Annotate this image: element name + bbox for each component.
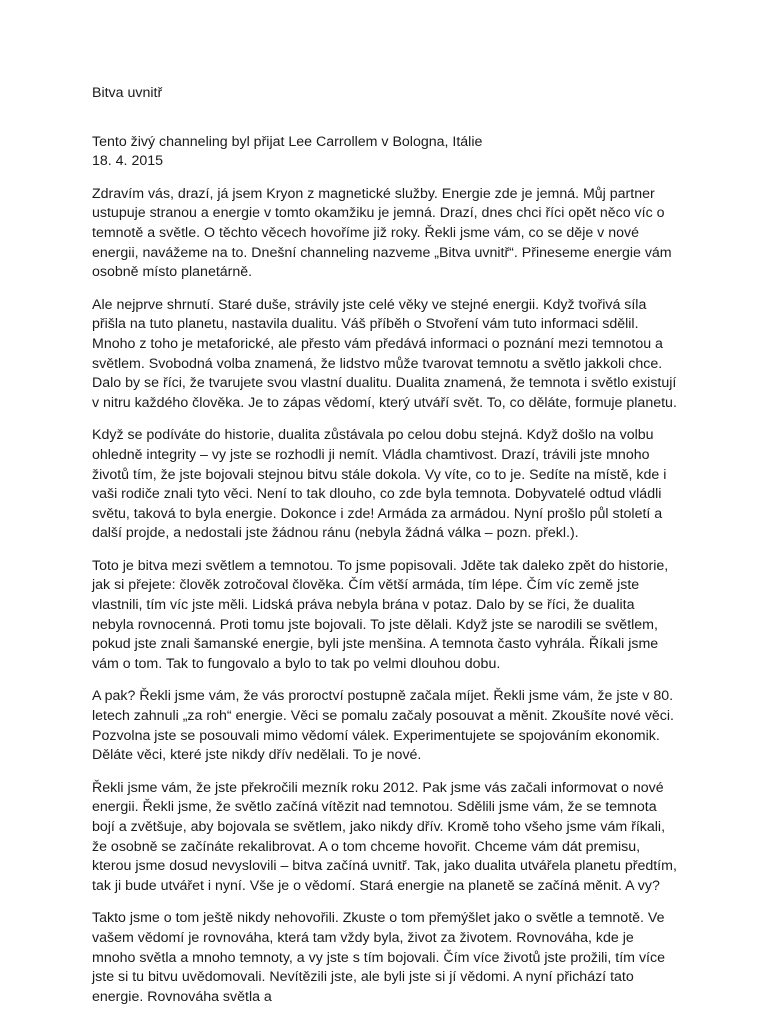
date-line: 18. 4. 2015 [92, 153, 163, 170]
paragraph: Když se podíváte do historie, dualita zůstávala po celou dobu stejná. Když došlo na volbu ohledně integrity – vy jste se rozhodli ji nemít. Vládla chamtivost. Drazí, trávili jste mnoho životů tím, že jste bojovali stejnou bitvu stále dokola. Vy víte, co to je. Sedíte na místě, kde i vaši rodiče znali tyto věci. Není to tak dlouho, co zde byla temnota. Dobyvatelé odtud vládli světu, taková to byla energie. Dokonce i zde! Armáda za armádou. Nyní prošlo půl století a další projde, a nedostali jste žádnou ránu (nebyla žádná válka – pozn. překl.). [92, 427, 667, 542]
paragraph: Ale nejprve shrnutí. Staré duše, strávily jste celé věky ve stejné energii. Když tvořivá síla přišla na tuto planetu, nastavila dualitu. Váš příběh o Stvoření vám tuto informaci sdělil. Mnoho z toho je metaforické, ale přesto vám předává informaci o poznání mezi temnotou a světlem. Svobodná volba znamená, že lidstvo může tvarovat temnotu a světlo jakkoli chce. Dalo by se říci, že tvarujete svou vlastní dualitu. Dualita znamená, že temnota i světlo existují v nitru každého člověka. Je to zápas vědomí, který utváří svět. To, co děláte, formuje planetu. [92, 296, 677, 411]
paragraph: Takto jsme o tom ještě nikdy nehovořili. Zkuste o tom přemýšlet jako o světle a temnotě. Ve vašem vědomí je rovnováha, která tam vždy byla, život za životem. Rovnováha, kde je mnoho světla a mnoho temnoty, a vy jste s tím bojovali. Čím více životů jste prožili, tím více jste si tu bitvu uvědomovali. Nevítězili jste, ale byli jste si jí vědomi. A nyní přichází tato energie. Rovnováha světla a [92, 910, 665, 1005]
document-meta [92, 133, 680, 172]
source-line: Tento živý channeling byl přijat Lee Carrollem v Bologna, Itálie [92, 133, 483, 150]
paragraph: Toto je bitva mezi světlem a temnotou. To jsme popisovali. Jděte tak daleko zpět do historie, jak si přejete: člověk zotročoval člověka. Čím větší armáda, tím lépe. Čím víc země jste vlastnili, tím víc jste měli. Lidská práva nebyla brána v potaz. Dalo by se říci, že dualita nebyla rovnocenná. Proti tomu jste bojovali. To jste dělali. Když jste se narodili se světlem, pokud jste znali šamanské energie, byli jste menšina. A temnota často vyhrála. Říkali jsme vám o tom. Tak to fungovalo a bylo to tak po velmi dlouhou dobu. [92, 557, 669, 672]
document-title: Bitva uvnitř [92, 85, 163, 101]
paragraph: Zdravím vás, drazí, já jsem Kryon z magnetické služby. Energie zde je jemná. Můj partner ustupuje stranou a energie v tomto okamžiku je jemná. Drazí, dnes chci říci opět něco víc o temnotě a světle. O těchto věcech hovoříme již roky. Řekli jsme vám, co se děje v nové energii, navážeme na to. Dnešní channeling nazveme „Bitva uvnitř“. Přineseme energie vám osobně místo planetárně. [92, 185, 672, 281]
paragraph: A pak? Řekli jsme vám, že vás proroctví postupně začala míjet. Řekli jsme vám, že jste v 80. letech zahnuli „za roh“ energie. Věci se pomalu začaly posouvat a měnit. Zkoušíte nové věci. Pozvolna jste se posouvali mimo vědomí válek. Experimentujete se spojováním ekonomik. Děláte věci, které jste nikdy dřív nedělali. To je nové. [92, 688, 674, 764]
paragraph: Řekli jsme vám, že jste překročili mezník roku 2012. Pak jsme vás začali informovat o nové energii. Řekli jsme, že světlo začíná vítězit nad temnotou. Sdělili jsme vám, že se temnota bojí a zvětšuje, aby bojovala se světlem, jako nikdy dřív. Kromě toho všeho jsme vám říkali, že osobně se začínáte rekalibrovat. A o tom chceme hovořit. Chceme vám dát premisu, kterou jsme dosud nevyslovili – bitva začíná uvnitř. Tak, jako dualita utvářela planetu předtím, tak ji bude utvářet i nyní. Vše je o vědomí. Stará energie na planetě se začíná měnit. A vy? [92, 779, 677, 894]
